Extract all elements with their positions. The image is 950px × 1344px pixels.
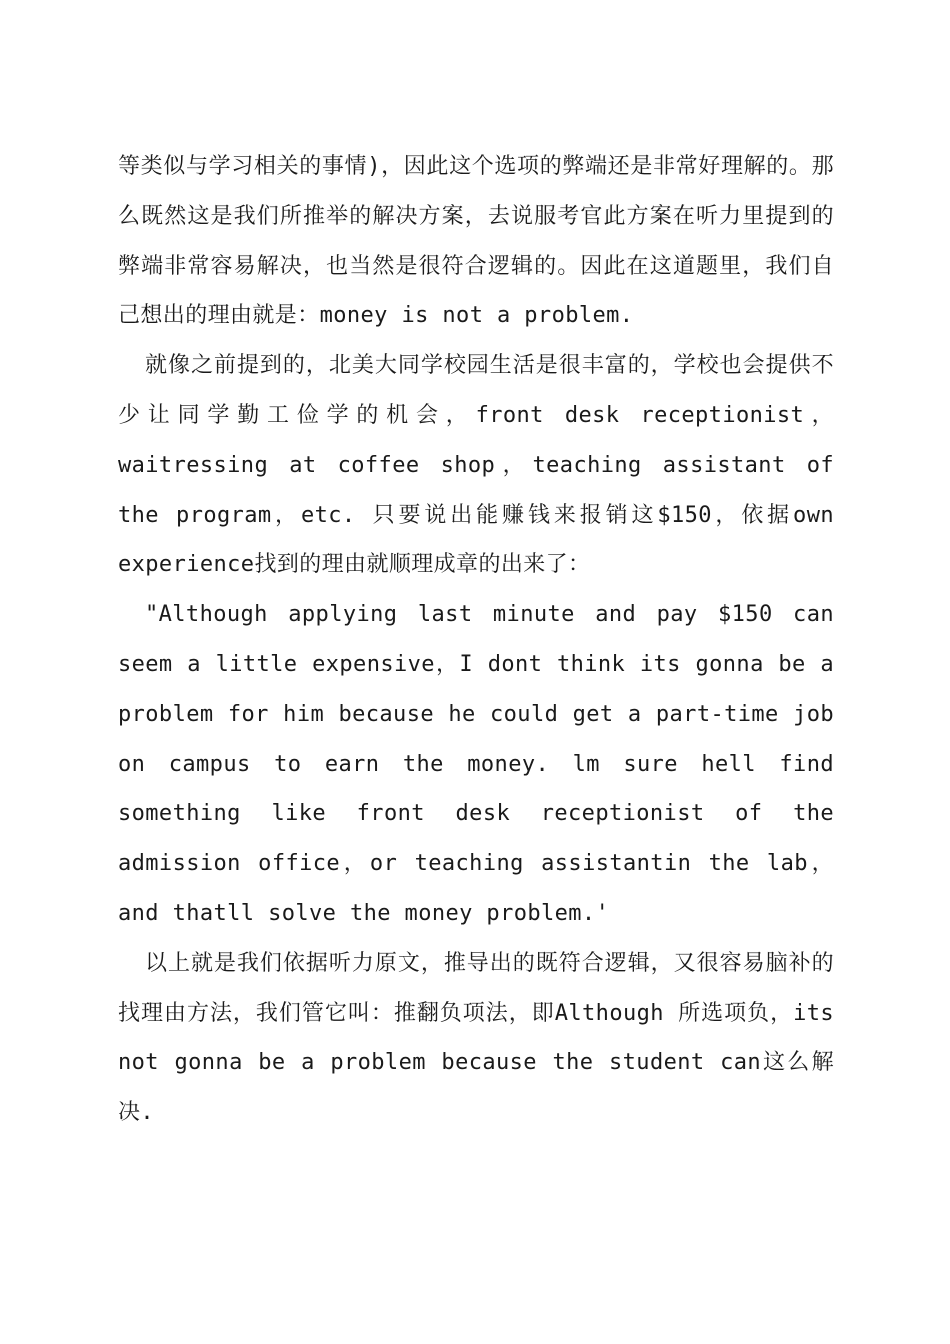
paragraph-sample-answer: "Although applying last minute and pay $150 can seem a little expensive，I dont think its gonna be a problem for him because he could get a part-time job on campus to earn the money. lm sure hell find something like front desk receptionist of the admission office，or teaching assistantin the lab，and thatll solve the money problem.' xyxy=(118,602,834,926)
paragraph-continuation: 等类似与学习相关的事情)，因此这个选项的弊端还是非常好理解的。那么既然这是我们所推举的解决方案，去说服考官此方案在听力里提到的弊端非常容易解决，也当然是很符合逻辑的。因此在这道题里，我们自己想出的理由就是：money is not a problem. xyxy=(118,154,834,329)
document-body xyxy=(118,142,834,1138)
paragraph-campus-jobs: 就像之前提到的，北美大同学校园生活是很丰富的，学校也会提供不少让同学勤工俭学的机会，front desk receptionist，waitressing at coffee shop，teaching assistant of the program，etc. 只要说出能赚钱来报销这$150，依据own experience找到的理由就顺理成章的出来了： xyxy=(118,353,834,578)
paragraph-method-summary: 以上就是我们依据听力原文，推导出的既符合逻辑，又很容易脑补的找理由方法，我们管它叫：推翻负项法，即Although 所选项负，its not gonna be a problem because the student can这么解决. xyxy=(118,950,834,1126)
